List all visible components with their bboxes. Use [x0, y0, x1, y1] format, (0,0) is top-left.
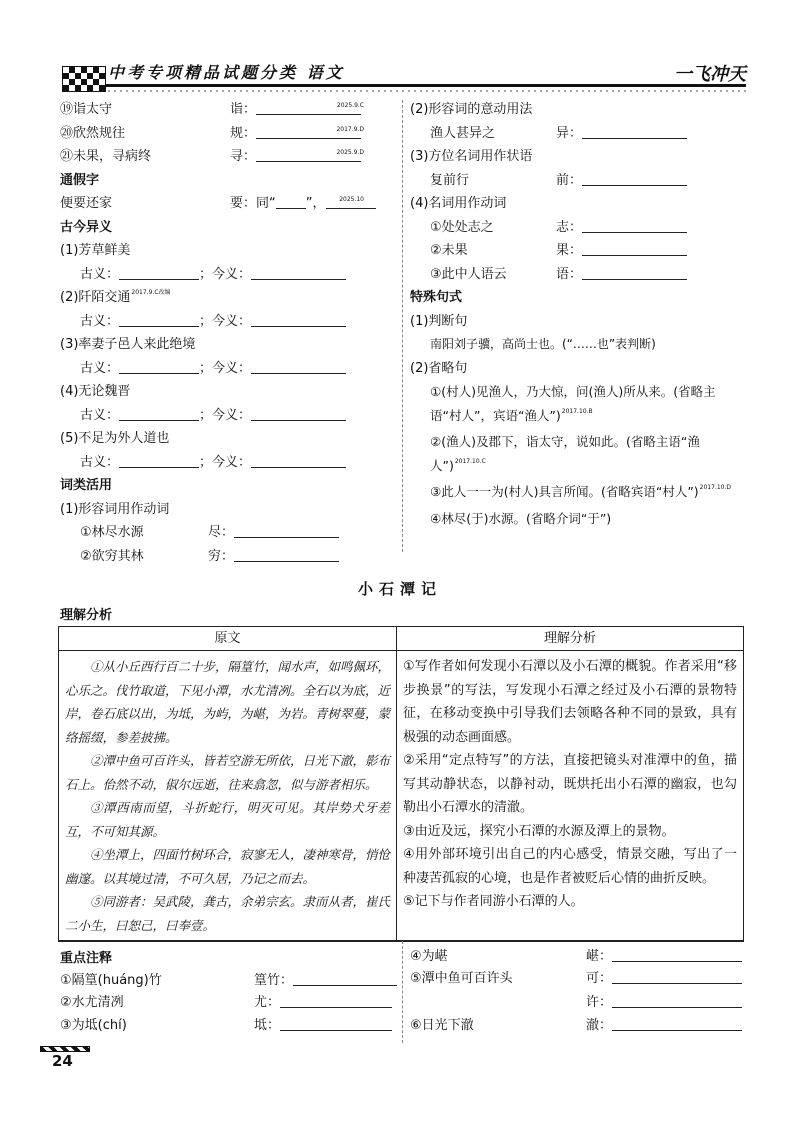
orig-para-2: ②潭中鱼可百许头，皆若空游无所依，日光下澈，影布石上。佁然不动，俶尔远逝，往来翕忽，似与游者相乐。: [65, 753, 391, 792]
orig-para-3: ③潭西南而望，斗折蛇行，明灭可见。其岸势犬牙差互，不可知其源。: [65, 800, 390, 839]
orig-para-1: ①从小丘西行百二十步，隔篁竹，闻水声，如鸣佩环，心乐之。伐竹取道，下见小潭，水尤清冽。全石以为底，近岸，卷石底以出，为坻，为屿，为嵁，为岩。青树翠蔓，蒙络摇缀，参差披拂。: [65, 659, 391, 745]
teshu-2d: ④林尽(于)水源。(省略介词“于”): [430, 510, 612, 526]
teshu-2: (2)省略句: [410, 360, 468, 376]
left-column: [60, 98, 400, 568]
gujin-5-answer: 古义： ；今义：: [60, 451, 400, 475]
item-20: ⑳欣然规往 规： 2017.9.D: [60, 125, 364, 141]
orig-para-5: ⑤同游者：吴武陵，龚古，余弟宗玄。隶而从者，崔氏二小生，曰恕己，曰奉壹。: [65, 894, 391, 933]
cilei-2a: 渔人甚异之 异：: [410, 122, 750, 146]
table-header-analysis: 理解分析: [397, 627, 744, 651]
gujin-1: (1)芳草鲜美: [60, 243, 131, 258]
answer-blank[interactable]: [280, 993, 392, 1008]
page-header: [56, 54, 746, 96]
answer-blank[interactable]: [612, 969, 742, 984]
answer-blank[interactable]: [612, 993, 742, 1008]
answer-blank[interactable]: [293, 971, 397, 986]
anal-para-5: ⑤记下与作者同游小石潭的人。: [403, 894, 584, 909]
cilei-3: (3)方位名词用作状语: [410, 149, 533, 164]
cilei-4a: ①处处志之 志：: [410, 216, 750, 240]
notes-divider: [402, 941, 403, 1043]
section-title: 小石潭记: [357, 580, 442, 598]
analysis-cell: [397, 651, 744, 942]
cilei-4: (4)名词用作动词: [410, 196, 507, 211]
anal-para-4: ④用外部环境引出自己的内心感受，情景交融，写出了一种凄苦孤寂的心境，也是作者被贬后心情的曲折反映。: [403, 847, 737, 886]
teshu-2b: ②(渔人)及郡下，诣太守，说如此。(省略主语“渔人”)$^{2017.10.C}$: [430, 434, 700, 473]
teshu-heading: 特殊句式: [410, 290, 463, 305]
note-3: ③为坻(chí): [60, 1018, 127, 1033]
answer-blank[interactable]: [612, 1016, 742, 1031]
header-title: 中考专项精品试题分类 语文: [108, 63, 345, 82]
column-divider: [402, 100, 403, 552]
gujin-5: (5)不足为外人道也: [60, 431, 170, 446]
item-19: ⑲诣太守 诣： 2025.9.C: [60, 102, 364, 117]
answer-blank[interactable]: [612, 947, 742, 962]
gujin-3: (3)率妻子邑人来此绝境: [60, 337, 196, 352]
original-text-cell: [59, 651, 397, 942]
anal-para-2: ②采用“定点特写”的方法，直接把镜头对准潭中的鱼，描写其动静状态，以静衬动，既烘托出小石潭的幽寂，也勾勒出小石潭水的清澈。: [403, 753, 737, 815]
header-rule: [106, 84, 746, 87]
note-6: ⑥日光下澈: [410, 1018, 474, 1033]
notes-heading: 重点注释: [60, 951, 113, 966]
answer-blank[interactable]: [280, 1016, 392, 1031]
note-2: ②水尤清冽: [60, 995, 124, 1010]
right-column: [410, 98, 750, 530]
page-number: 24: [52, 1052, 73, 1070]
checker-logo-icon: [62, 66, 106, 92]
item-21: ㉑未果，寻病终 寻： 2025.9.D: [60, 149, 364, 164]
gujin-4-answer: 古义： ；今义：: [60, 404, 400, 428]
teshu-2c: ③此人一一为(村人)具言所闻。(省略宾语“村人”)$^{2017.10.D}$: [430, 484, 732, 499]
teshu-1a: 南阳刘子骥，高尚士也。(“……也”表判断): [430, 337, 656, 351]
tongjia-item: 便要还家 要：同“ ”， 2025.10: [60, 192, 400, 216]
answer-blank[interactable]: [276, 194, 306, 209]
gujin-heading: 古今异义: [60, 219, 113, 235]
gujin-2-answer: 古义： ；今义：: [60, 310, 400, 334]
tongjia-heading: 通假字: [60, 172, 100, 188]
cilei-4b: ②未果 果：: [410, 239, 750, 263]
orig-para-4: ④坐潭上，四面竹树环合，寂寥无人，凄神寒骨，悄怆幽邃。以其境过清，不可久居，乃记之而去。: [65, 847, 391, 886]
anal-para-1: ①写作者如何发现小石潭以及小石潭的概貌。作者采用“移步换景”的写法，写发现小石潭之经过及小石潭的景物特征，在移动变换中引导我们去领略各种不同的景致，具有极强的动态画面感。: [403, 659, 737, 745]
cilei-4c: ③此中人语云 语：: [410, 263, 750, 287]
key-notes: 重点注释 ①隔篁(huáng)竹 篁竹： ②水尤清冽 尤： ③为坻(chí) 坻： ④为嵁 嵁： ⑤潭中鱼可百许头 可： 许： ⑥日光下澈 澈：: [58, 940, 744, 941]
gujin-3-answer: 古义： ；今义：: [60, 357, 400, 381]
cilei-1: (1)形容词用作动词: [60, 501, 170, 517]
cilei-1b: ②欲穷其林 穷：: [60, 545, 400, 569]
note-5: ⑤潭中鱼可百许头: [410, 971, 513, 986]
gujin-4: (4)无论魏晋: [60, 384, 131, 399]
teshu-1: (1)判断句: [410, 313, 468, 329]
analysis-table: [58, 626, 744, 942]
note-4: ④为嵁: [410, 949, 448, 964]
cilei-1a: ①林尽水源 尽：: [60, 521, 400, 545]
cilei-3a: 复前行 前：: [410, 169, 750, 193]
gujin-1-answer: 古义： ；今义：: [60, 263, 400, 287]
cilei-heading: 词类活用: [60, 478, 113, 493]
page-number-badge: [40, 1046, 90, 1070]
section-subheading: 理解分析: [60, 608, 113, 623]
header-dotted-rule: [106, 89, 746, 93]
gujin-2: (2)阡陌交通$^{2017.9.C改编}$: [60, 289, 171, 305]
header-brand: 一飞冲天: [674, 64, 746, 85]
cilei-2: (2)形容词的意动用法: [410, 102, 533, 117]
note-1: ①隔篁(huáng)竹: [60, 973, 162, 988]
table-header-original: 原文: [59, 627, 397, 651]
anal-para-3: ③由近及远，探究小石潭的水源及潭上的景物。: [403, 823, 675, 839]
teshu-2a: ①(村人)见渔人，乃大惊，问(渔人)所从来。(省略主语“村人”，宾语“渔人”)$^{2017.10.B}$: [430, 384, 716, 423]
